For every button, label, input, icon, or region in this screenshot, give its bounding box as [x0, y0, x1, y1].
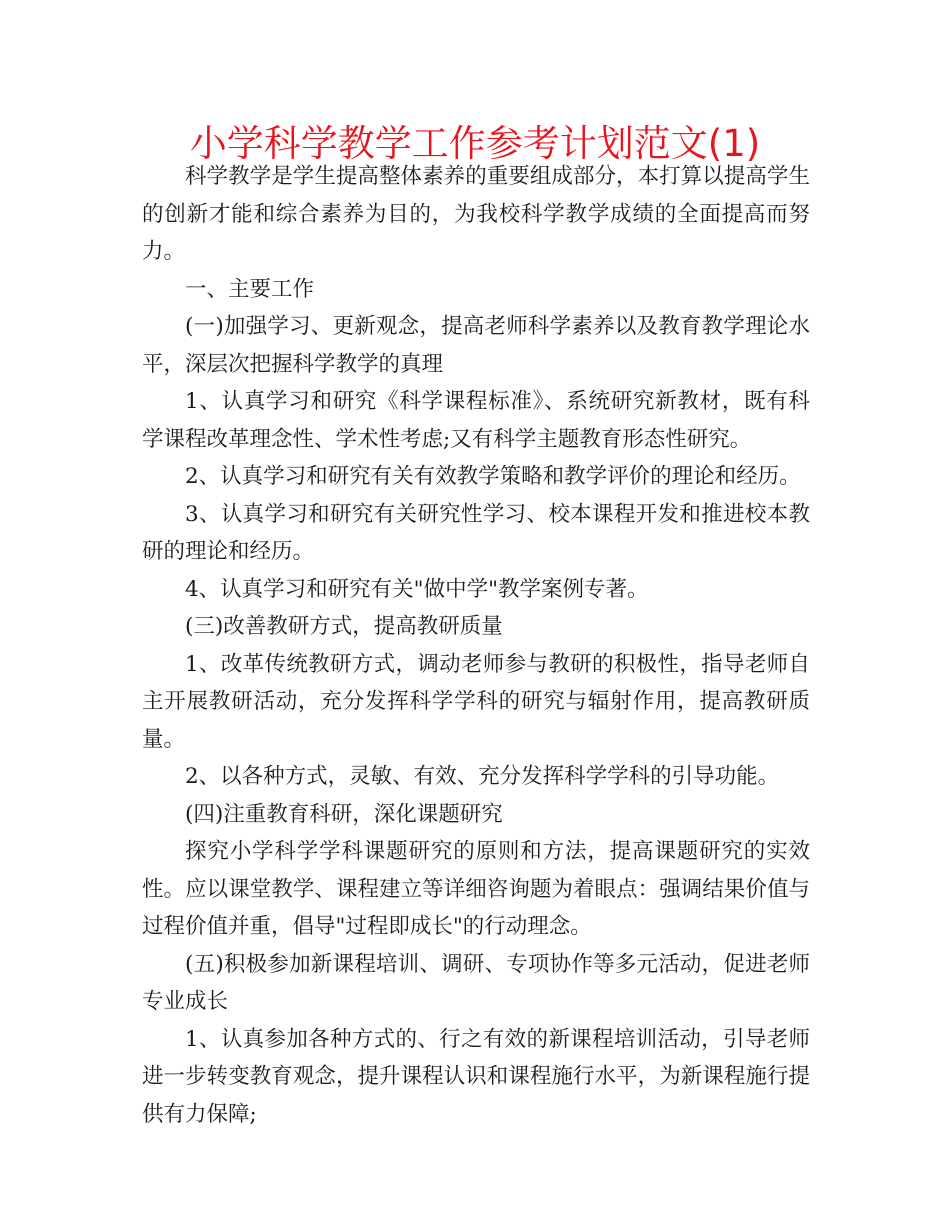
list-item: 2、以各种方式，灵敏、有效、充分发挥科学学科的引导功能。: [185, 764, 780, 789]
section-heading: 一、主要工作: [185, 276, 315, 302]
list-item: 4、认真学习和研究有关"做中学"教学案例专著。: [185, 576, 649, 602]
list-item: 1、认真参加各种方式的、行之有效的新课程培训活动，引导老师进一步转变教育观念，提升课程认识和课程施行水平，为新课程施行提供有力保障;: [142, 1026, 810, 1127]
list-item: 3、认真学习和研究有关研究性学习、校本课程开发和推进校本教研的理论和经历。: [142, 501, 810, 564]
paragraph: 探究小学科学学科课题研究的原则和方法，提高课题研究的实效性。应以课堂教学、课程建立等详细咨询题为着眼点：强调结果价值与过程价值并重，倡导"过程即成长"的行动理念。: [142, 839, 810, 939]
subsection-heading: (四)注重教育科研，深化课题研究: [185, 801, 503, 827]
subsection-heading: (一)加强学习、更新观念，提高老师科学素养以及教育教学理论水平，深层次把握科学教学的真理: [142, 314, 810, 377]
document-body: [142, 158, 810, 1133]
list-item: 1、认真学习和研究《科学课程标准》、系统研究新教材，既有科学课程改革理念性、学术性考虑;又有科学主题教育形态性研究。: [142, 389, 810, 452]
document-title: 小学科学教学工作参考计划范文(1): [189, 122, 761, 165]
list-item: 2、认真学习和研究有关有效教学策略和教学评价的理论和经历。: [185, 464, 801, 489]
subsection-heading: (五)积极参加新课程培训、调研、专项协作等多元活动，促进老师专业成长: [142, 951, 810, 1014]
subsection-heading: (三)改善教研方式，提高教研质量: [185, 614, 503, 639]
list-item: 1、改革传统教研方式，调动老师参与教研的积极性，指导老师自主开展教研活动，充分发挥科学学科的研究与辐射作用，提高教研质量。: [142, 651, 810, 752]
paragraph: 科学教学是学生提高整体素养的重要组成部分，本打算以提高学生的创新才能和综合素养为目的，为我校科学教学成绩的全面提高而努力。: [142, 164, 810, 264]
